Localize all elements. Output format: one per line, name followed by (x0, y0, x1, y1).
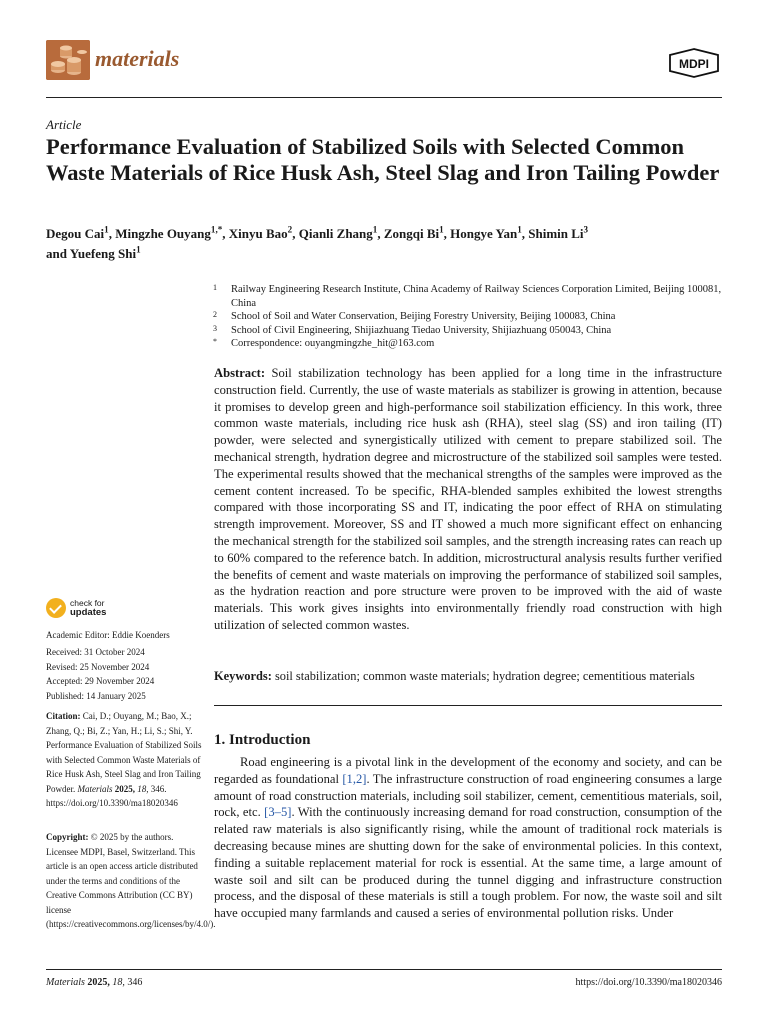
article-type: Article (46, 117, 82, 132)
keywords (214, 668, 722, 685)
author[interactable]: Xinyu Bao$^2$ (228, 224, 293, 241)
check-for-updates-button[interactable]: check for updates (46, 598, 176, 620)
author[interactable]: Hongye Yan$^1$ (450, 224, 522, 241)
footer-doi-link[interactable]: https://doi.org/10.3390/ma18020346 (575, 977, 722, 988)
author[interactable]: and Yuefeng Shi$^1$ (46, 244, 141, 261)
check-updates-icon (46, 598, 66, 618)
affiliation-item: 1 Railway Engineering Research Institute, China Academy of Railway Sciences Corporation Limited, Beijing 100081, China (213, 283, 722, 309)
footer-divider (46, 969, 722, 970)
reference-link[interactable]: [3–5] (264, 805, 292, 820)
reference-link[interactable]: [1,2] (342, 771, 367, 786)
abstract (214, 365, 722, 634)
journal-name[interactable]: materials (95, 46, 180, 71)
affiliation-item: 3 School of Civil Engineering, Shijiazhuang Tiedao University, Shijiazhuang 050043, China (213, 323, 612, 336)
author[interactable]: Mingzhe Ouyang$^{1,*}$ (115, 224, 223, 241)
abstract-text: Soil stabilization technology has been applied for a long time in the infrastructure construction field. Currently, the use of waste materials as stabilizer is growing in attention, because it promises to develop green and high-performance soil stabilization efficiency. In this work, three common waste materials, including rice husk ash (RHA), steel slag (SS) and iron tailing (IT) powder, were selected and synergistically utilized with cement to prepare stabilized soil. The mechanical strength, hydration degree and microstructure of the stabilized soil samples were tested. The experimental results showed that the mechanical strengths of the samples were improved as the cement content increased. To be specific, RHA-blended samples exhibited the lowest strengths compared with those incorporating SS and IT, indicating the poor effect of RHA on stimulating strength improvement. Moreover, SS and IT showed a much more significant effect on enhancing the mechanical strength for the stabilized soil samples, and the strength increasing rates can reach up to 60% compared to the reference batch. In addition, microstructural analysis results further verified the benefits of cement and waste materials on improving the performance of stabilized soil samples, as the hydration reaction and pore structure were proven to be improved with the aid of waste materials. This work gives insights into environmentally friendly road construction with high utilization of selected common wastes. (214, 366, 722, 632)
mdpi-logo-icon[interactable] (667, 48, 721, 78)
journal-logo-icon (46, 40, 90, 80)
section-heading: 1. Introduction (214, 732, 311, 748)
copyright-block: Copyright: © 2025 by the authors. Licensee MDPI, Basel, Switzerland. This article is an open access article distributed under the terms and conditions of the Creative Commons Attribution (CC BY) license (https://creativecommons.org/licenses/by/4.0/). (46, 832, 216, 929)
correspondence[interactable]: * Correspondence: ouyangmingzhe_hit@163.com (213, 337, 435, 349)
abstract-label: Abstract: (214, 366, 266, 380)
publisher-logo-text: MDPI (679, 57, 709, 71)
affiliation-item: 2 School of Soil and Water Conservation, Beijing Forestry University, Beijing 100083, China (213, 310, 616, 322)
intro-paragraph: Road engineering is a pivotal link in the development of the economy and society, and can be regarded as foundational [1,2]. The infrastructure construction of road engineering consumes a large amount of road construction materials, including soil stabilizer, cement, cementitious materials, soil, rock, etc. [3–5]. With the continuously increasing demand for road construction, consumption of the related raw materials is also significantly rising, while the amount of traditional rock materials is decreasing because mines are shutting down for the sake of environmental policies. In this context, finding a suitable replacement material for rock is essential. At the same time, a large amount of waste soil and silt can be produced during the tunnel digging and infrastructure construction process, and the disposal of these materials is still a tough problem. For now, the waste soil and silt have occupied many farmlands and caused a series of environmental pollution risks. Under (214, 755, 723, 921)
header-divider (46, 97, 722, 98)
article-title: Performance Evaluation of Stabilized Soils with Selected Common Waste Materials of Rice Husk Ash, Steel Slag and Iron Tailing Powder (46, 134, 720, 185)
citation-doi-link[interactable]: 346. https://doi.org/10.3390/ma18020346 (46, 783, 178, 808)
keywords-text: soil stabilization; common waste materials; hydration degree; cementitious materials (274, 669, 695, 683)
affiliations (213, 283, 723, 351)
author[interactable]: Degou Cai$^1$ (46, 224, 109, 241)
author-list: Degou Cai$^1$, Mingzhe Ouyang$^{1,*}$, Xinyu Bao$^2$, Qianli Zhang$^1$, Zongqi Bi$^1$, Hongye Yan$^1$, Shimin Li$^3$ and Yuefeng Shi$^1$ (46, 224, 589, 261)
abstract-divider (214, 705, 722, 706)
footer-citation: Materials 2025, 18, 346 (46, 977, 143, 988)
citation-block: Citation: Cai, D.; Ouyang, M.; Bao, X.; Zhang, Q.; Bi, Z.; Yan, H.; Li, S.; Shi, Y. Performance Evaluation of Stabilized Soils with Selected Common Waste Materials of Rice Husk Ash, Steel Slag and Iron Tailing Powder. Materials 2025, 18, 346. https://doi.org/10.3390/ma18020346 (46, 711, 202, 808)
author[interactable]: Qianli Zhang$^1$ (298, 224, 378, 241)
dates: Received: 31 October 2024 Revised: 25 November 2024 Accepted: 29 November 2024 Published: 14 January 2025 (46, 647, 155, 701)
academic-editor: Academic Editor: Eddie Koenders (46, 630, 170, 640)
author[interactable]: Shimin Li$^3$ (528, 224, 589, 241)
keywords-label: Keywords: (214, 669, 272, 683)
author[interactable]: Zongqi Bi$^1$ (383, 224, 444, 241)
